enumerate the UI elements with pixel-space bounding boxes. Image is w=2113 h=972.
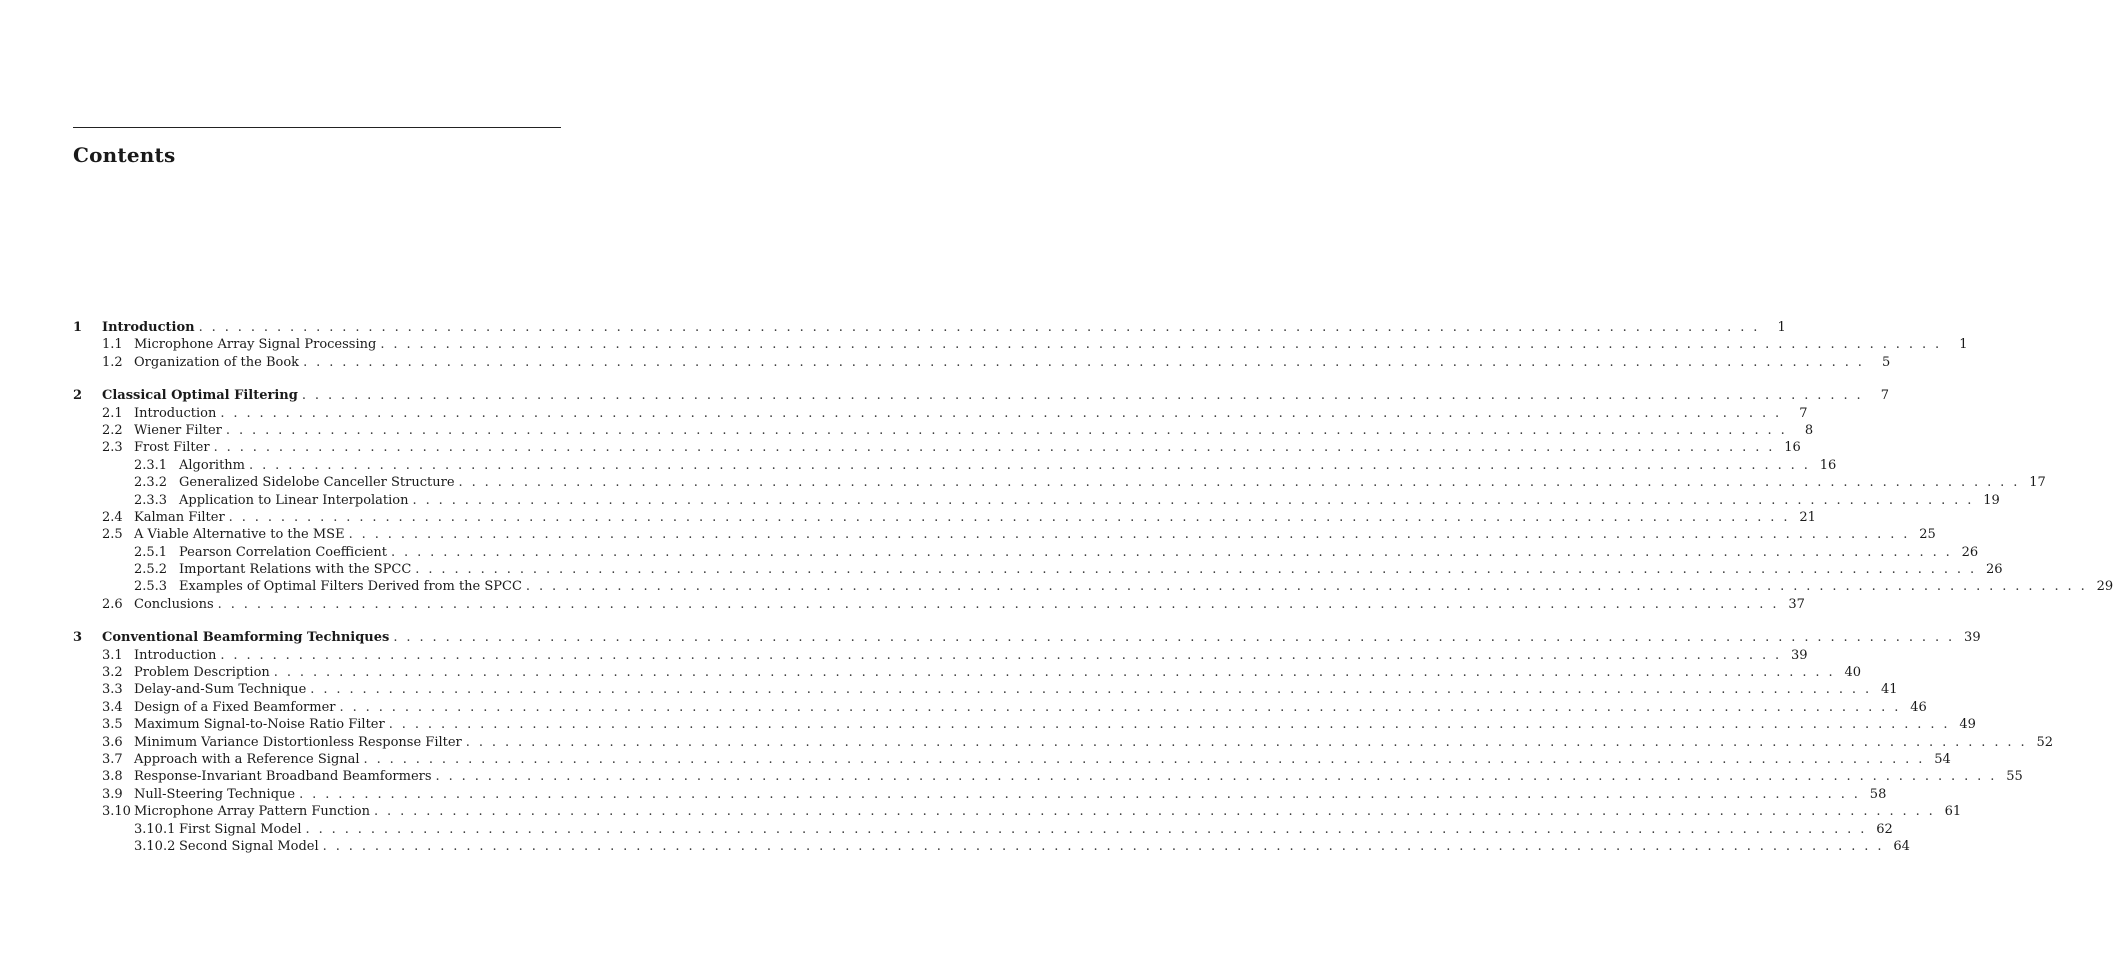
- toc-entry-number: 2.3: [102, 440, 123, 456]
- dot-leader: . . . . . . . . . . . . . . . . . . . . . . . . . . . . . . . . . . . . . . . . . . . . . . . . . . . . . . . . . . . . . . . . . . . . . . . . . . . . . . . . . . . . . . . . . . . . . . . . . . . . . . . . . . . . . . . . . . . . . . . .: [435, 769, 1997, 785]
- toc-entry-number: 3.3: [102, 682, 123, 698]
- toc-section-entry[interactable]: [73, 681, 1898, 698]
- toc-entry-number: 3.7: [102, 751, 123, 767]
- toc-section-entry[interactable]: [73, 716, 1976, 733]
- toc-entry-title: Important Relations with the SPCC: [179, 562, 412, 578]
- dot-leader: . . . . . . . . . . . . . . . . . . . . . . . . . . . . . . . . . . . . . . . . . . . . . . . . . . . . . . . . . . . . . . . . . . . . . . . . . . . . . . . . . . . . . . . . . . . . . . . . . . . . . . . . . . . . . . . . . . . . . . . .: [301, 388, 1864, 404]
- dot-leader: . . . . . . . . . . . . . . . . . . . . . . . . . . . . . . . . . . . . . . . . . . . . . . . . . . . . . . . . . . . . . . . . . . . . . . . . . . . . . . . . . . . . . . . . . . . . . . . . . . . . . . . . . . . . . . . . . . . . . . . .: [228, 509, 1790, 525]
- dot-leader: . . . . . . . . . . . . . . . . . . . . . . . . . . . . . . . . . . . . . . . . . . . . . . . . . . . . . . . . . . . . . . . . . . . . . . . . . . . . . . . . . . . . . . . . . . . . . . . . . . . . . . . . . . . . . . . . . . . . . . . .: [465, 734, 2028, 750]
- toc-entry-page: 17: [2029, 475, 2046, 491]
- toc-section-entry[interactable]: [73, 405, 1808, 422]
- toc-entry-number: 3.5: [102, 717, 123, 733]
- toc-entry-page: 16: [1784, 440, 1801, 456]
- toc-entry-page: 58: [1869, 786, 1887, 802]
- dot-leader: . . . . . . . . . . . . . . . . . . . . . . . . . . . . . . . . . . . . . . . . . . . . . . . . . . . . . . . . . . . . . . . . . . . . . . . . . . . . . . . . . . . . . . . . . . . . . . . . . . . . . . . . . . . . . . . . . . . . . . . .: [458, 475, 2020, 491]
- toc-entry-title: Minimum Variance Distortionless Response Filter: [134, 734, 462, 750]
- toc-subsection-entry[interactable]: [73, 457, 1837, 474]
- dot-leader: . . . . . . . . . . . . . . . . . . . . . . . . . . . . . . . . . . . . . . . . . . . . . . . . . . . . . . . . . . . . . . . . . . . . . . . . . . . . . . . . . . . . . . . . . . . . . . . . . . . . . . . . . . . . . . . . . . . . . . . .: [388, 717, 1950, 733]
- toc-entry-line: [179, 544, 1979, 561]
- toc-section-entry[interactable]: [73, 509, 1816, 526]
- dot-leader: . . . . . . . . . . . . . . . . . . . . . . . . . . . . . . . . . . . . . . . . . . . . . . . . . . . . . . . . . . . . . . . . . . . . . . . . . . . . . . . . . . . . . . . . . . . . . . . . . . . . . . . . . . . . . . . . . . . . . . . .: [305, 821, 1867, 837]
- toc-entry-line: [134, 803, 1962, 820]
- toc-entry-page: 1: [1777, 320, 1786, 335]
- toc-entry-line: [179, 821, 1893, 838]
- toc-entry-line: [179, 838, 1910, 855]
- toc-section-entry[interactable]: [73, 647, 1808, 664]
- toc-entry-page: 40: [1844, 665, 1861, 681]
- toc-entry-line: [134, 509, 1816, 526]
- toc-entry-line: [134, 734, 2054, 751]
- toc-chapter-entry[interactable]: [73, 629, 1981, 646]
- toc-section-entry[interactable]: [73, 354, 1891, 371]
- toc-entry-page: 41: [1880, 682, 1898, 698]
- toc-entry-line: [134, 336, 1968, 353]
- toc-entry-title: Delay-and-Sum Technique: [134, 682, 307, 698]
- toc-entry-line: [179, 457, 1837, 474]
- toc-entry-line: [102, 629, 1981, 646]
- toc-entry-page: 62: [1876, 821, 1893, 837]
- toc-entry-page: 19: [1983, 492, 2000, 508]
- dot-leader: . . . . . . . . . . . . . . . . . . . . . . . . . . . . . . . . . . . . . . . . . . . . . . . . . . . . . . . . . . . . . . . . . . . . . . . . . . . . . . . . . . . . . . . . . . . . . . . . . . . . . . . . . . . . . . . . . . . . . . . .: [249, 457, 1811, 473]
- toc-entry-number: 1.1: [102, 337, 123, 353]
- toc-entry-page: 5: [1882, 354, 1891, 370]
- toc-entry-number: 3.6: [102, 734, 123, 750]
- dot-leader: . . . . . . . . . . . . . . . . . . . . . . . . . . . . . . . . . . . . . . . . . . . . . . . . . . . . . . . . . . . . . . . . . . . . . . . . . . . . . . . . . . . . . . . . . . . . . . . . . . . . . . . . . . . . . . . . . . . . . . . .: [322, 838, 1884, 854]
- toc-entry-title: Introduction: [134, 647, 217, 663]
- toc-chapter-entry[interactable]: [73, 387, 1890, 404]
- toc-entry-number: 3.9: [102, 786, 123, 802]
- toc-entry-page: 55: [2006, 769, 2023, 785]
- toc-entry-page: 46: [1910, 699, 1927, 715]
- toc-entry-page: 52: [2036, 734, 2054, 750]
- dot-leader: . . . . . . . . . . . . . . . . . . . . . . . . . . . . . . . . . . . . . . . . . . . . . . . . . . . . . . . . . . . . . . . . . . . . . . . . . . . . . . . . . . . . . . . . . . . . . . . . . . . . . . . . . . . . . . . . . . . . . . . .: [217, 596, 1779, 612]
- toc-entry-page: 7: [1880, 388, 1890, 404]
- dot-leader: . . . . . . . . . . . . . . . . . . . . . . . . . . . . . . . . . . . . . . . . . . . . . . . . . . . . . . . . . . . . . . . . . . . . . . . . . . . . . . . . . . . . . . . . . . . . . . . . . . . . . . . . . . . . . . . . . . . . . . . .: [273, 665, 1835, 681]
- toc-entry-line: [134, 681, 1898, 698]
- toc-entry-title: A Viable Alternative to the MSE: [134, 527, 345, 543]
- toc-entry-page: 37: [1788, 596, 1805, 612]
- table-of-contents: [73, 319, 2113, 855]
- dot-leader: . . . . . . . . . . . . . . . . . . . . . . . . . . . . . . . . . . . . . . . . . . . . . . . . . . . . . . . . . . . . . . . . . . . . . . . . . . . . . . . . . . . . . . . . . . . . . . . . . . . . . . . . . . . . . . . . . . . . . . . .: [393, 630, 1955, 646]
- header-rule: [73, 127, 561, 128]
- toc-entry-number: 3.10.2: [134, 838, 176, 854]
- toc-entry-line: [179, 561, 2003, 578]
- toc-entry-title: Approach with a Reference Signal: [134, 751, 360, 767]
- toc-section-entry[interactable]: [73, 596, 1805, 613]
- toc-entry-title: Microphone Array Pattern Function: [134, 804, 370, 820]
- toc-section-entry[interactable]: [73, 336, 1968, 353]
- toc-entry-number: 2.5.2: [134, 562, 168, 578]
- toc-entry-line: [179, 492, 2000, 509]
- toc-entry-number: 2.2: [102, 422, 123, 438]
- toc-entry-page: 61: [1944, 804, 1962, 820]
- toc-entry-line: [134, 596, 1805, 613]
- toc-entry-line: [134, 768, 2023, 785]
- toc-section-entry[interactable]: [73, 422, 1814, 439]
- toc-entry-page: 39: [1964, 630, 1981, 646]
- toc-entry-line: [102, 387, 1890, 404]
- toc-entry-page: 16: [1819, 457, 1837, 473]
- toc-entry-title: Pearson Correlation Coefficient: [179, 544, 387, 560]
- dot-leader: . . . . . . . . . . . . . . . . . . . . . . . . . . . . . . . . . . . . . . . . . . . . . . . . . . . . . . . . . . . . . . . . . . . . . . . . . . . . . . . . . . . . . . . . . . . . . . . . . . . . . . . . . . . . . . . . . . . . . . . .: [525, 579, 2088, 595]
- toc-entry-title: Second Signal Model: [179, 838, 319, 854]
- toc-subsection-entry[interactable]: [73, 544, 1979, 561]
- toc-entry-page: 39: [1791, 647, 1808, 663]
- toc-entry-title: Introduction: [134, 405, 217, 421]
- dot-leader: . . . . . . . . . . . . . . . . . . . . . . . . . . . . . . . . . . . . . . . . . . . . . . . . . . . . . . . . . . . . . . . . . . . . . . . . . . . . . . . . . . . . . . . . . . . . . . . . . . . . . . . . . . . . . . . . . . . . . . . .: [339, 699, 1901, 715]
- toc-entry-page: 29: [2096, 579, 2113, 595]
- toc-entry-number: 2.6: [102, 596, 123, 612]
- toc-entry-number: 2.5.1: [134, 544, 168, 560]
- toc-entry-number: 3.4: [102, 699, 123, 715]
- toc-entry-line: [179, 474, 2046, 491]
- toc-entry-title: Microphone Array Signal Processing: [134, 337, 377, 353]
- toc-section-entry[interactable]: [73, 734, 2054, 751]
- dot-leader: . . . . . . . . . . . . . . . . . . . . . . . . . . . . . . . . . . . . . . . . . . . . . . . . . . . . . . . . . . . . . . . . . . . . . . . . . . . . . . . . . . . . . . . . . . . . . . . . . . . . . . . . . . . . . . . . . . . . . . . .: [390, 544, 1953, 560]
- toc-entry-title: Examples of Optimal Filters Derived from the SPCC: [179, 579, 522, 595]
- toc-entry-title: Maximum Signal-to-Noise Ratio Filter: [134, 717, 385, 733]
- toc-entry-page: 8: [1804, 422, 1814, 438]
- toc-entry-title: Conventional Beamforming Techniques: [102, 630, 390, 646]
- toc-entry-title: Generalized Sidelobe Canceller Structure: [179, 475, 455, 491]
- toc-subsection-entry[interactable]: [73, 474, 2046, 491]
- toc-entry-title: Application to Linear Interpolation: [179, 492, 409, 508]
- page-title: Contents: [73, 143, 176, 167]
- toc-entry-title: Classical Optimal Filtering: [102, 388, 298, 404]
- toc-entry-line: [134, 422, 1814, 439]
- dot-leader: . . . . . . . . . . . . . . . . . . . . . . . . . . . . . . . . . . . . . . . . . . . . . . . . . . . . . . . . . . . . . . . . . . . . . . . . . . . . . . . . . . . . . . . . . . . . . . . . . . . . . . . . . . . . . . . . . . . . . . . .: [220, 647, 1782, 663]
- toc-subsection-entry[interactable]: [73, 838, 1910, 855]
- toc-entry-number: 1.2: [102, 354, 123, 370]
- toc-subsection-entry[interactable]: [73, 821, 1893, 838]
- toc-entry-page: 26: [1985, 562, 2003, 578]
- toc-entry-page: 1: [1959, 337, 1968, 353]
- toc-section-entry[interactable]: [73, 768, 2023, 785]
- toc-entry-line: [134, 664, 1861, 681]
- toc-entry-number: 2.1: [102, 405, 123, 421]
- toc-entry-line: [134, 751, 1951, 768]
- toc-entry-title: Introduction: [102, 320, 195, 335]
- dot-leader: . . . . . . . . . . . . . . . . . . . . . . . . . . . . . . . . . . . . . . . . . . . . . . . . . . . . . . . . . . . . . . . . . . . . . . . . . . . . . . . . . . . . . . . . . . . . . . . . . . . . . . . . . . . . . . . . . . . . . . . .: [348, 527, 1910, 543]
- toc-entry-page: 25: [1919, 527, 1936, 543]
- dot-leader: . . . . . . . . . . . . . . . . . . . . . . . . . . . . . . . . . . . . . . . . . . . . . . . . . . . . . . . . . . . . . . . . . . . . . . . . . . . . . . . . . . . . . . . . . . . . . . . . . . . . . . . . . . . . . . . . . . . . . . . .: [415, 562, 1977, 578]
- dot-leader: . . . . . . . . . . . . . . . . . . . . . . . . . . . . . . . . . . . . . . . . . . . . . . . . . . . . . . . . . . . . . . . . . . . . . . . . . . . . . . . . . . . . . . . . . . . . . . . . . . . . . . . . . . . . . . . . . . . . . . . .: [303, 354, 1865, 370]
- toc-entry-number: 1: [73, 320, 83, 335]
- dot-leader: . . . . . . . . . . . . . . . . . . . . . . . . . . . . . . . . . . . . . . . . . . . . . . . . . . . . . . . . . . . . . . . . . . . . . . . . . . . . . . . . . . . . . . . . . . . . . . . . . . . . . . . . . . . . . . . . . . . . . . . .: [373, 804, 1936, 820]
- dot-leader: . . . . . . . . . . . . . . . . . . . . . . . . . . . . . . . . . . . . . . . . . . . . . . . . . . . . . . . . . . . . . . . . . . . . . . . . . . . . . . . . . . . . . . . . . . . . . . . . . . . . . . . . . . . . . . . . . . . . . . . .: [310, 682, 1872, 698]
- toc-subsection-entry[interactable]: [73, 561, 2003, 578]
- toc-entry-number: 2: [73, 388, 83, 404]
- toc-entry-number: 3.1: [102, 647, 123, 663]
- toc-subsection-entry[interactable]: [73, 578, 2113, 595]
- toc-section-entry[interactable]: [73, 803, 1962, 820]
- dot-leader: . . . . . . . . . . . . . . . . . . . . . . . . . . . . . . . . . . . . . . . . . . . . . . . . . . . . . . . . . . . . . . . . . . . . . . . . . . . . . . . . . . . . . . . . . . . . . . . . . . . . . . . . . . . . . . . . . . . . . . . .: [412, 492, 1974, 508]
- toc-entry-number: 3.10.1: [134, 821, 176, 837]
- toc-entry-line: [134, 526, 1936, 543]
- dot-leader: . . . . . . . . . . . . . . . . . . . . . . . . . . . . . . . . . . . . . . . . . . . . . . . . . . . . . . . . . . . . . . . . . . . . . . . . . . . . . . . . . . . . . . . . . . . . . . . . . . . . . . . . . . . . . . . . . . . . . . . .: [213, 440, 1775, 456]
- toc-section-entry[interactable]: [73, 664, 1861, 681]
- toc-entry-number: 2.4: [102, 509, 123, 525]
- toc-entry-number: 3.8: [102, 769, 123, 785]
- toc-entry-title: Null-Steering Technique: [134, 786, 296, 802]
- dot-leader: . . . . . . . . . . . . . . . . . . . . . . . . . . . . . . . . . . . . . . . . . . . . . . . . . . . . . . . . . . . . . . . . . . . . . . . . . . . . . . . . . . . . . . . . . . . . . . . . . . . . . . . . . . . . . . . . . . . . . . . .: [380, 337, 1942, 353]
- toc-entry-line: [134, 786, 1887, 803]
- toc-entry-page: 26: [1961, 544, 1979, 560]
- toc-entry-title: Design of a Fixed Beamformer: [134, 699, 336, 715]
- toc-entry-line: [134, 439, 1801, 456]
- toc-entry-title: Algorithm: [179, 457, 245, 473]
- toc-entry-title: First Signal Model: [179, 821, 302, 837]
- toc-entry-number: 2.5: [102, 527, 123, 543]
- toc-entry-number: 3.2: [102, 665, 123, 681]
- toc-entry-title: Response-Invariant Broadband Beamformers: [134, 769, 432, 785]
- toc-entry-number: 2.3.3: [134, 492, 168, 508]
- toc-entry-line: [134, 405, 1808, 422]
- toc-entry-line: [179, 578, 2113, 595]
- dot-leader: . . . . . . . . . . . . . . . . . . . . . . . . . . . . . . . . . . . . . . . . . . . . . . . . . . . . . . . . . . . . . . . . . . . . . . . . . . . . . . . . . . . . . . . . . . . . . . . . . . . . . . . . . . . . . . . . . . . . . . . .: [198, 320, 1760, 335]
- toc-entry-number: 3: [73, 630, 83, 646]
- toc-entry-title: Conclusions: [134, 596, 214, 612]
- toc-entry-line: [134, 716, 1976, 733]
- toc-entry-title: Organization of the Book: [134, 354, 300, 370]
- dot-leader: . . . . . . . . . . . . . . . . . . . . . . . . . . . . . . . . . . . . . . . . . . . . . . . . . . . . . . . . . . . . . . . . . . . . . . . . . . . . . . . . . . . . . . . . . . . . . . . . . . . . . . . . . . . . . . . . . . . . . . . .: [299, 786, 1861, 802]
- toc-entry-number: 2.3.2: [134, 475, 168, 491]
- dot-leader: . . . . . . . . . . . . . . . . . . . . . . . . . . . . . . . . . . . . . . . . . . . . . . . . . . . . . . . . . . . . . . . . . . . . . . . . . . . . . . . . . . . . . . . . . . . . . . . . . . . . . . . . . . . . . . . . . . . . . . . .: [363, 751, 1925, 767]
- toc-entry-title: Frost Filter: [134, 440, 210, 456]
- toc-chapter-entry[interactable]: [73, 319, 1786, 336]
- toc-entry-page: 7: [1799, 405, 1808, 421]
- toc-entry-page: 54: [1934, 751, 1951, 767]
- toc-section-entry[interactable]: [73, 439, 1801, 456]
- toc-section-entry[interactable]: [73, 786, 1887, 803]
- toc-entry-page: 21: [1799, 509, 1816, 525]
- toc-section-entry[interactable]: [73, 526, 1936, 543]
- dot-leader: . . . . . . . . . . . . . . . . . . . . . . . . . . . . . . . . . . . . . . . . . . . . . . . . . . . . . . . . . . . . . . . . . . . . . . . . . . . . . . . . . . . . . . . . . . . . . . . . . . . . . . . . . . . . . . . . . . . . . . . .: [225, 422, 1788, 438]
- toc-entry-title: Wiener Filter: [134, 422, 222, 438]
- dot-leader: . . . . . . . . . . . . . . . . . . . . . . . . . . . . . . . . . . . . . . . . . . . . . . . . . . . . . . . . . . . . . . . . . . . . . . . . . . . . . . . . . . . . . . . . . . . . . . . . . . . . . . . . . . . . . . . . . . . . . . . .: [220, 405, 1782, 421]
- toc-entry-number: 2.5.3: [134, 579, 168, 595]
- toc-entry-line: [134, 647, 1808, 664]
- toc-entry-page: 64: [1893, 838, 1910, 854]
- toc-subsection-entry[interactable]: [73, 492, 2000, 509]
- toc-entry-title: Problem Description: [134, 665, 270, 681]
- toc-entry-number: 2.3.1: [134, 457, 168, 473]
- toc-entry-number: 3.10: [102, 804, 131, 820]
- toc-entry-title: Kalman Filter: [134, 509, 225, 525]
- toc-entry-line: [134, 699, 1927, 716]
- toc-entry-page: 49: [1959, 717, 1976, 733]
- toc-entry-line: [134, 354, 1891, 371]
- toc-section-entry[interactable]: [73, 699, 1927, 716]
- toc-entry-line: [102, 319, 1786, 336]
- toc-section-entry[interactable]: [73, 751, 1951, 768]
